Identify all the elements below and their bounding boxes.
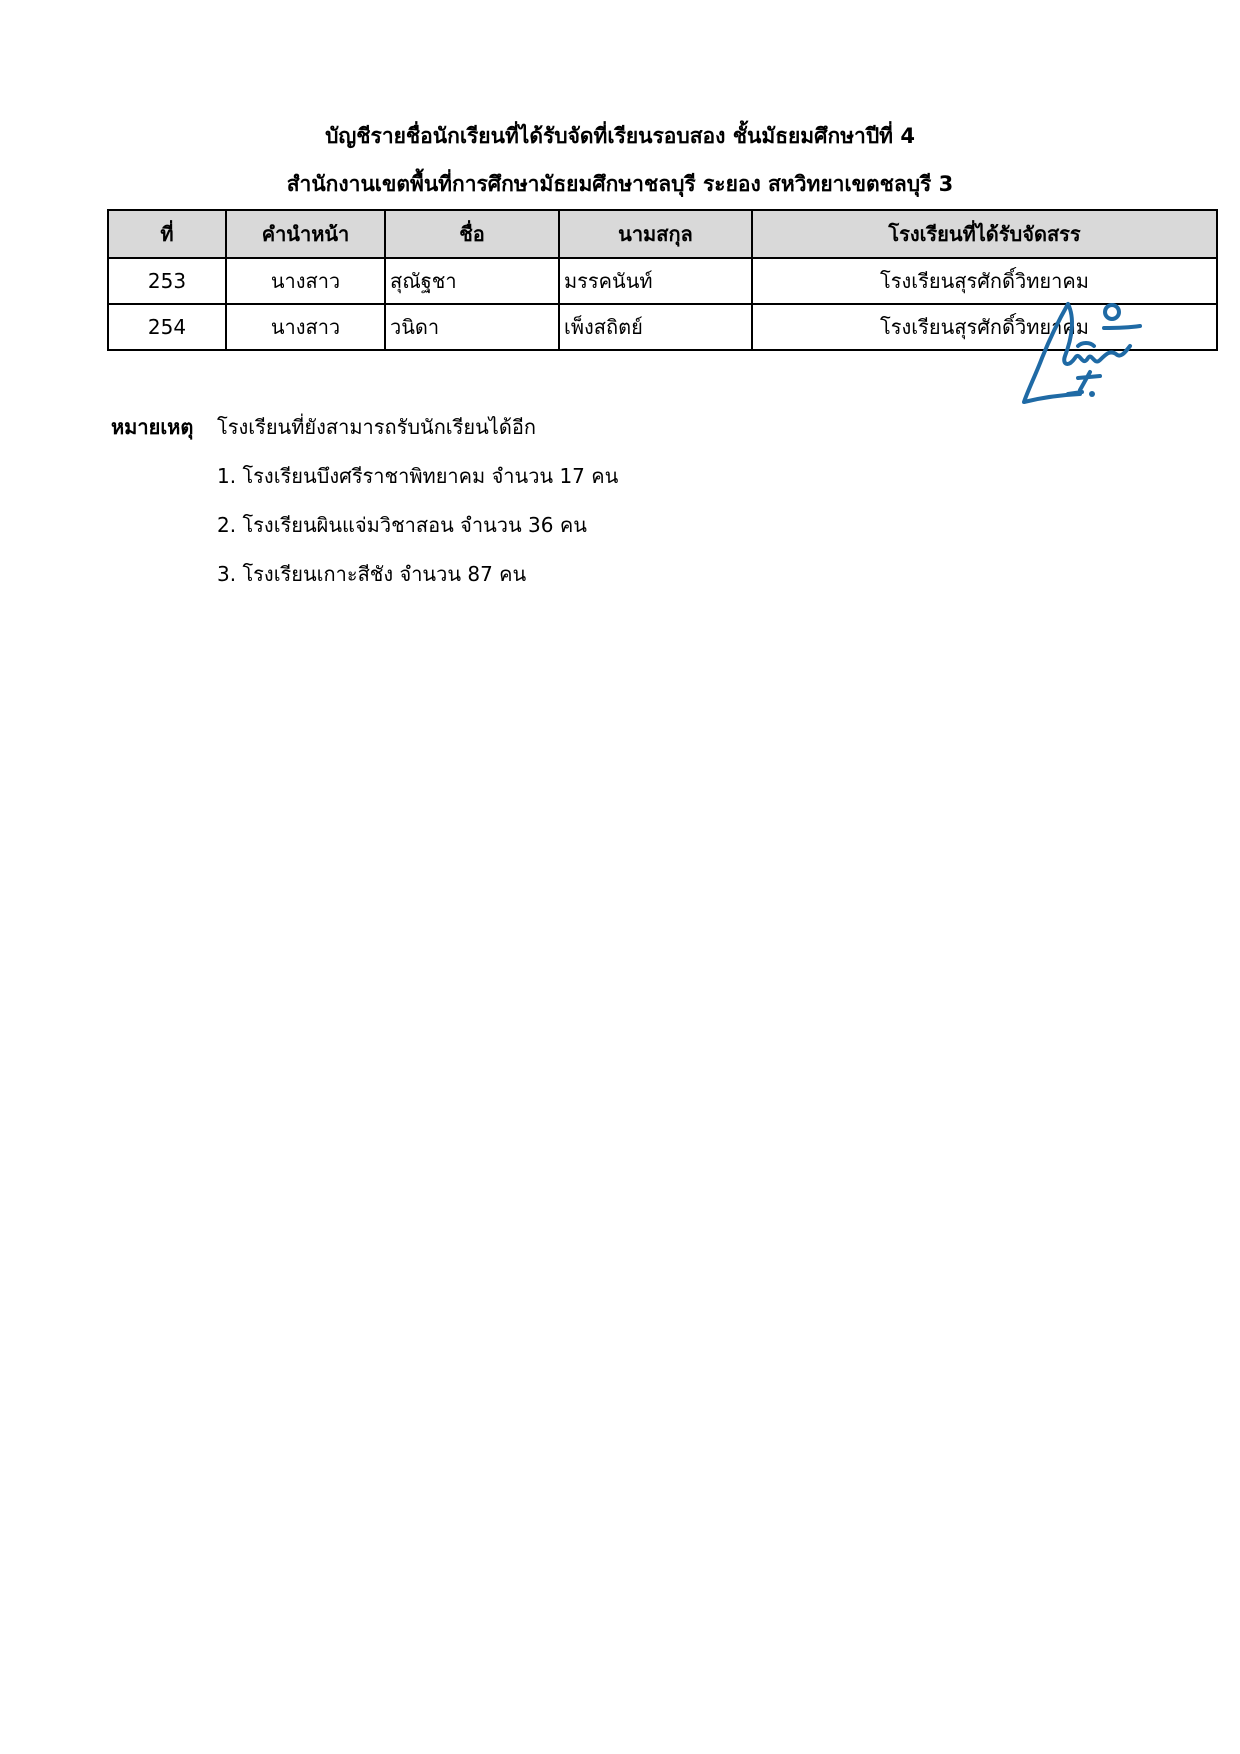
note-intro: โรงเรียนที่ยังสามารถรับนักเรียนได้อีก bbox=[217, 415, 536, 439]
cell-school: โรงเรียนสุรศักดิ์วิทยาคม bbox=[752, 304, 1217, 350]
document-subtitle: สำนักงานเขตพื้นที่การศึกษามัธยมศึกษาชลบุรี ระยอง สหวิทยาเขตชลบุรี 3 bbox=[286, 172, 954, 196]
note-item: 3. โรงเรียนเกาะสีชัง จำนวน 87 คน bbox=[217, 562, 527, 586]
note-label: หมายเหตุ bbox=[111, 415, 194, 439]
cell-first-name: สุณัฐชา bbox=[385, 258, 559, 304]
column-header-title: คำนำหน้า bbox=[226, 210, 385, 258]
note-item: 1. โรงเรียนบึงศรีราชาพิทยาคม จำนวน 17 คน bbox=[217, 464, 619, 488]
table-header-row bbox=[108, 210, 1217, 258]
column-header-first-name: ชื่อ bbox=[385, 210, 559, 258]
handwritten-signature bbox=[1020, 298, 1150, 408]
cell-number: 253 bbox=[108, 258, 226, 304]
cell-last-name: เพ็งสถิตย์ bbox=[559, 304, 752, 350]
cell-number: 254 bbox=[108, 304, 226, 350]
document-title: บัญชีรายชื่อนักเรียนที่ได้รับจัดที่เรียนรอบสอง ชั้นมัธยมศึกษาปีที่ 4 bbox=[325, 124, 915, 148]
note-item: 2. โรงเรียนผินแจ่มวิชาสอน จำนวน 36 คน bbox=[217, 513, 587, 537]
cell-title: นางสาว bbox=[226, 258, 385, 304]
cell-school: โรงเรียนสุรศักดิ์วิทยาคม bbox=[752, 258, 1217, 304]
column-header-last-name: นามสกุล bbox=[559, 210, 752, 258]
column-header-school: โรงเรียนที่ได้รับจัดสรร bbox=[752, 210, 1217, 258]
cell-title: นางสาว bbox=[226, 304, 385, 350]
cell-last-name: มรรคนันท์ bbox=[559, 258, 752, 304]
column-header-number: ที่ bbox=[108, 210, 226, 258]
cell-first-name: วนิดา bbox=[385, 304, 559, 350]
